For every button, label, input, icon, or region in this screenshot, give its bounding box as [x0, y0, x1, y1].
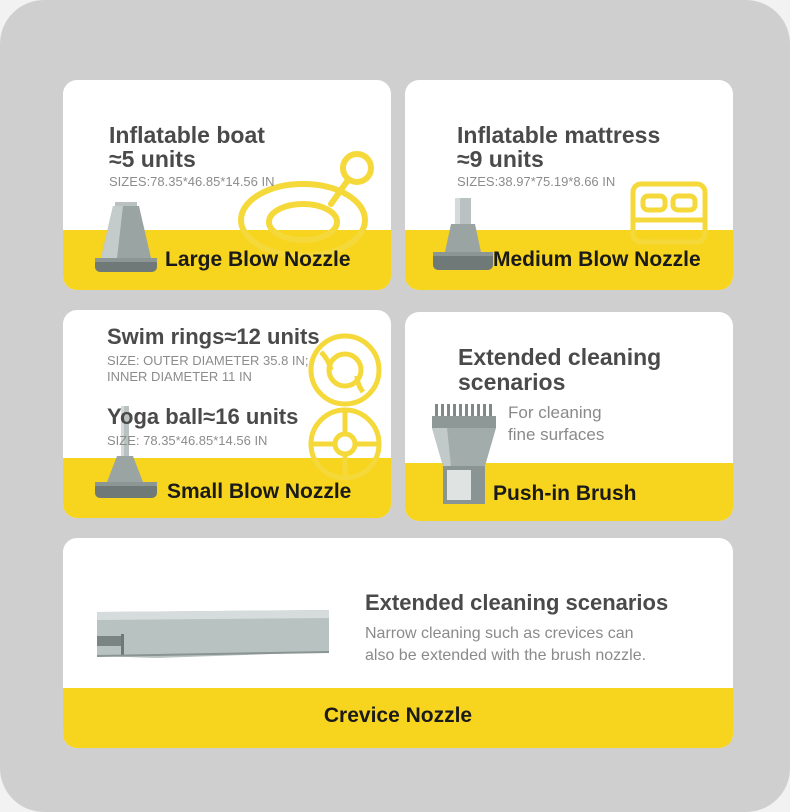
push-in-brush-icon [429, 404, 499, 508]
desc-line-2: fine surfaces [508, 425, 605, 444]
title-line-2: ≈5 units [109, 146, 196, 172]
label-crevice-nozzle: Crevice Nozzle [323, 704, 473, 727]
card-push-in-brush [405, 312, 733, 521]
yoga-ball-title: Yoga ball≈16 units [107, 404, 299, 429]
desc-line-1: For cleaning [508, 403, 602, 422]
swim-rings-title: Swim rings≈12 units [107, 324, 320, 349]
card-crevice-nozzle [63, 538, 733, 748]
card-medium-blow-nozzle [405, 80, 733, 290]
mattress-bed-icon [629, 180, 709, 250]
crevice-desc-line-2: also be extended with the brush nozzle. [365, 647, 647, 664]
title-line-2: ≈9 units [457, 146, 544, 172]
title-line-1: Extended cleaning [458, 344, 662, 370]
medium-nozzle-icon [431, 194, 497, 276]
crevice-title: Extended cleaning scenarios [365, 590, 669, 615]
yoga-ball-icon [305, 404, 385, 484]
label-large-blow-nozzle: Large Blow Nozzle [165, 248, 351, 271]
yoga-ball-size: SIZE: 78.35*46.85*14.56 IN [107, 433, 268, 448]
swim-rings-size-line-1: SIZE: OUTER DIAMETER 35.8 IN; [107, 353, 309, 368]
sizes-text: SIZES:78.35*46.85*14.56 IN [109, 174, 275, 189]
large-nozzle-icon [93, 198, 159, 276]
title-line-1: Inflatable mattress [457, 122, 661, 148]
inflatable-boat-icon [233, 148, 383, 258]
label-push-in-brush: Push-in Brush [493, 482, 637, 505]
crevice-desc-line-1: Narrow cleaning such as crevices can [365, 625, 634, 642]
label-small-blow-nozzle: Small Blow Nozzle [167, 480, 352, 503]
sizes-text: SIZES:38.97*75.19*8.66 IN [457, 174, 616, 189]
title-line-1: Inflatable boat [109, 122, 265, 148]
swim-rings-size-line-2: INNER DIAMETER 11 IN [107, 369, 252, 384]
card-large-blow-nozzle [63, 80, 391, 290]
title-line-2: scenarios [458, 369, 566, 395]
label-medium-blow-nozzle: Medium Blow Nozzle [493, 248, 701, 271]
card-small-blow-nozzle [63, 310, 391, 518]
crevice-nozzle-icon [93, 606, 333, 662]
